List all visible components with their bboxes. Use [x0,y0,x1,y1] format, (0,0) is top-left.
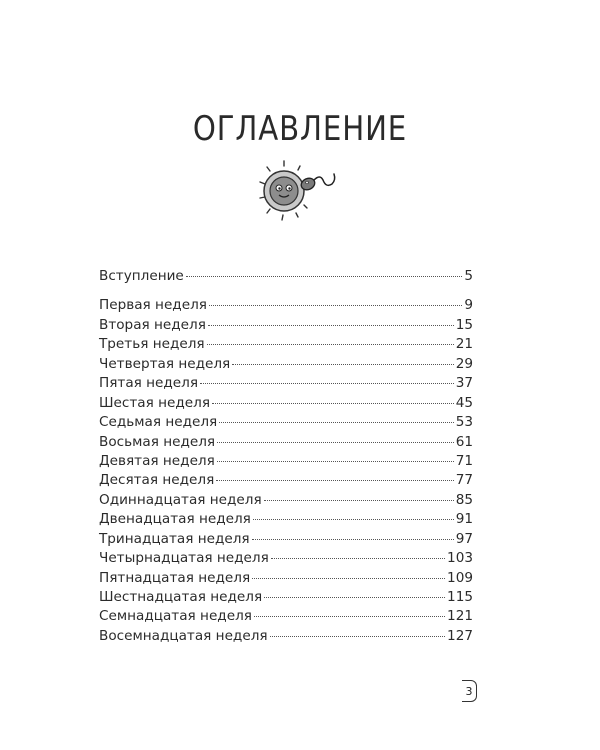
toc-entry[interactable] [99,433,473,452]
toc-entry-label: Четырнадцатая неделя [99,550,269,567]
table-of-contents [99,267,473,646]
toc-entry[interactable] [99,296,473,315]
toc-entry-label: Шестая неделя [99,394,211,411]
toc-entry-page: 109 [447,569,473,586]
toc-entry-page: 127 [447,627,473,644]
toc-entry-label: Тринадцатая неделя [99,530,250,547]
toc-dot-leader [253,519,454,520]
toc-entry[interactable] [99,374,473,393]
toc-entry-label: Вторая неделя [99,316,206,333]
toc-entry[interactable] [99,471,473,490]
toc-entry[interactable] [99,452,473,471]
toc-entry[interactable] [99,530,473,549]
toc-entry-label: Восемнадцатая неделя [99,627,268,644]
toc-entry-page: 9 [464,297,473,314]
toc-entry[interactable] [99,569,473,588]
toc-entry-page: 121 [447,608,473,625]
toc-dot-leader [212,403,454,404]
toc-entry-page: 85 [455,491,473,508]
toc-dot-leader [254,616,445,617]
toc-dot-leader [232,364,453,365]
toc-entry-label: Десятая неделя [99,472,215,489]
toc-dot-leader [217,461,454,462]
toc-entry[interactable] [99,355,473,374]
toc-entry[interactable] [99,335,473,354]
toc-entry-page: 115 [447,589,473,605]
toc-entry[interactable] [99,549,473,568]
toc-entry-page: 45 [455,394,473,411]
toc-entry[interactable] [99,316,473,335]
toc-entry-page: 71 [455,452,473,469]
toc-entry[interactable] [99,267,473,286]
toc-entry-label: Третья неделя [99,336,205,353]
toc-entry-page: 61 [455,433,473,450]
page-number: 3 [462,680,477,702]
toc-dot-leader [264,597,445,598]
toc-dot-leader [270,636,445,637]
toc-entry-page: 77 [455,472,473,489]
toc-entry-page: 29 [455,355,473,372]
toc-entry-page: 91 [455,511,473,528]
toc-entry-page: 37 [455,375,473,392]
toc-entry-label: Двенадцатая неделя [99,511,251,528]
toc-entry[interactable] [99,413,473,432]
toc-dot-leader [252,578,445,579]
toc-entry-page: 5 [464,268,473,284]
toc-dot-leader [200,383,454,384]
toc-dot-leader [219,422,453,423]
toc-entry-page: 21 [455,336,473,353]
toc-entry[interactable] [99,607,473,626]
toc-entry-page: 97 [455,530,473,547]
toc-entry[interactable] [99,588,473,607]
toc-dot-leader [271,558,445,559]
toc-entry-label: Пятнадцатая неделя [99,569,251,586]
toc-dot-leader [186,276,463,277]
toc-entry-label: Шестнадцатая неделя [99,589,263,605]
toc-dot-leader [217,442,454,443]
toc-entry-label: Вступление [99,268,184,284]
toc-entry-page: 15 [455,316,473,333]
toc-entry-label: Семнадцатая неделя [99,608,252,625]
toc-entry-label: Восьмая неделя [99,433,216,450]
toc-entry[interactable] [99,510,473,529]
toc-entry-label: Пятая неделя [99,375,199,392]
toc-dot-leader [216,480,453,481]
egg-and-sperm-icon [250,158,340,224]
toc-entry-label: Девятая неделя [99,452,215,469]
toc-dot-leader [208,325,454,326]
toc-entry-page: 103 [447,550,473,567]
page-title: ОГЛАВЛЕНИЕ [192,108,408,149]
toc-entry[interactable] [99,627,473,646]
toc-entry-label: Седьмая неделя [99,414,218,431]
toc-dot-leader [207,344,454,345]
toc-entry[interactable] [99,394,473,413]
toc-dot-leader [264,500,454,501]
toc-dot-leader [209,305,462,306]
toc-entry-label: Первая неделя [99,297,207,314]
toc-entry-label: Четвертая неделя [99,355,231,372]
toc-dot-leader [252,539,454,540]
toc-entry-label: Одиннадцатая неделя [99,491,262,508]
toc-entry-page: 53 [455,414,473,431]
toc-entry[interactable] [99,491,473,510]
